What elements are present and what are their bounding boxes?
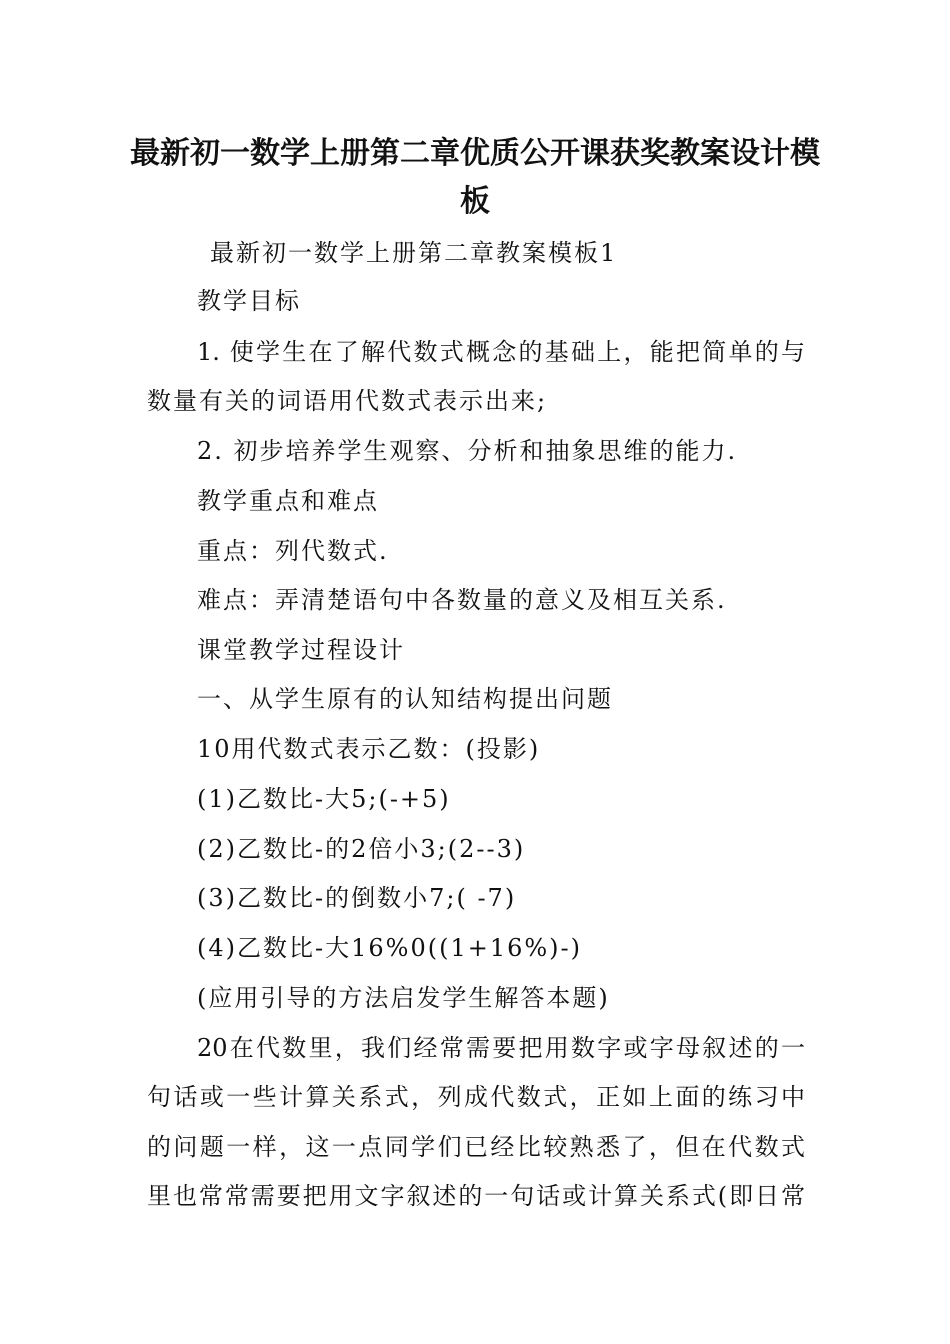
document-title-line-2: 板 xyxy=(460,184,490,219)
paragraph-line: 10用代数式表示乙数：(投影) xyxy=(197,735,541,763)
paragraph-line: 2. 初步培养学生观察、分析和抽象思维的能力. xyxy=(197,437,738,465)
paragraph-line: 的问题一样，这一点同学们已经比较熟悉了，但在代数式 xyxy=(147,1133,805,1161)
list-item: (1)乙数比-大5;(-+5) xyxy=(197,785,451,813)
paragraph-line: 课堂教学过程设计 xyxy=(197,636,405,664)
paragraph-line: (应用引导的方法启发学生解答本题) xyxy=(197,984,610,1012)
list-item: (3)乙数比-的倒数小7;( -7) xyxy=(197,884,517,912)
paragraph-line: 教学目标 xyxy=(197,287,301,315)
paragraph-line: 重点：列代数式. xyxy=(197,537,389,565)
list-item: (4)乙数比-大16%0((1+16%)-) xyxy=(197,934,583,962)
paragraph-line: 里也常常需要把用文字叙述的一句话或计算关系式(即日常 xyxy=(147,1182,805,1210)
paragraph-line: 句话或一些计算关系式，列成代数式，正如上面的练习中 xyxy=(147,1083,805,1111)
section-heading: 最新初一数学上册第二章教案模板1 xyxy=(210,239,618,267)
paragraph-line: 一、从学生原有的认知结构提出问题 xyxy=(197,685,613,713)
paragraph-line: 数量有关的词语用代数式表示出来; xyxy=(147,387,548,415)
paragraph-line: 1. 使学生在了解代数式概念的基础上，能把简单的与 xyxy=(197,338,805,366)
paragraph-line: 20在代数里，我们经常需要把用数字或字母叙述的一 xyxy=(197,1034,805,1062)
paragraph-line: 难点：弄清楚语句中各数量的意义及相互关系. xyxy=(197,586,727,614)
list-item: (2)乙数比-的2倍小3;(2--3) xyxy=(197,835,526,863)
document-title-line-1: 最新初一数学上册第二章优质公开课获奖教案设计模 xyxy=(130,136,820,171)
paragraph-line: 教学重点和难点 xyxy=(197,487,379,515)
